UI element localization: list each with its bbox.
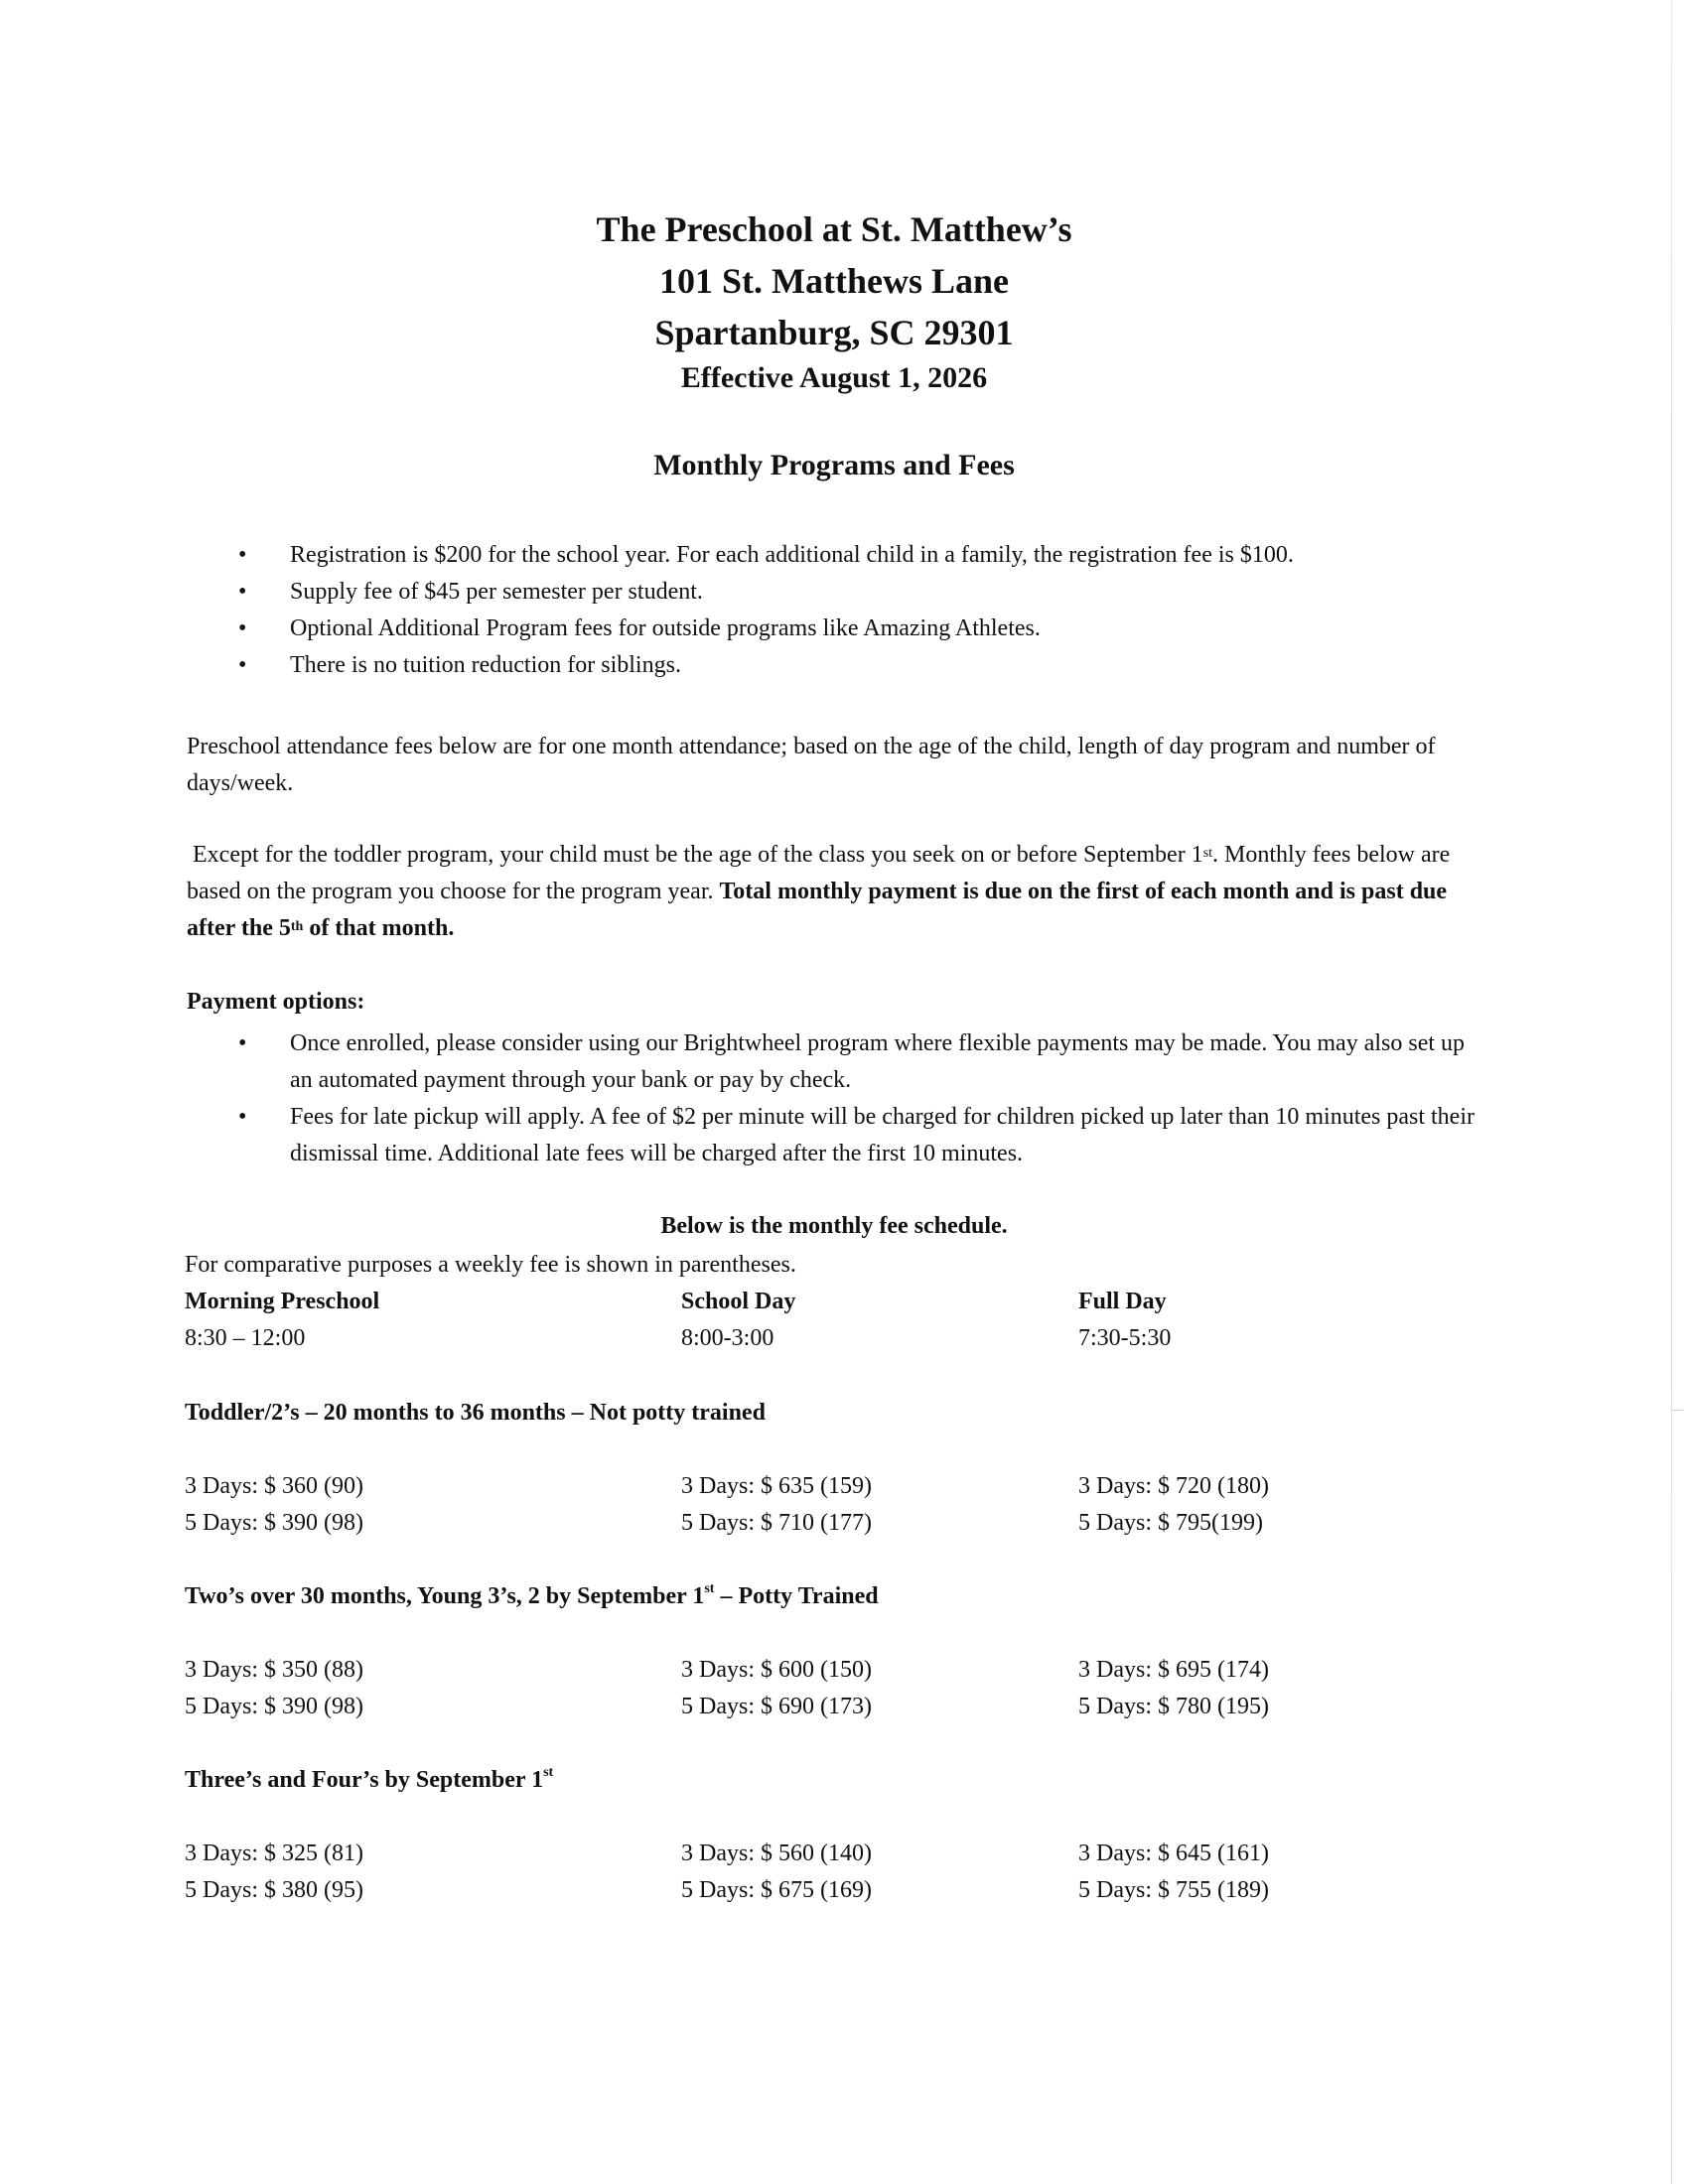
fee-cell: 3 Days: $ 695 (174)	[1078, 1657, 1269, 1683]
list-item: • Supply fee of $45 per semester per student.	[238, 574, 1489, 611]
fee-row	[185, 1510, 1575, 1547]
scan-edge	[1671, 0, 1672, 2184]
fee-cell: 5 Days: $ 690 (173)	[681, 1694, 872, 1719]
fee-cell: 5 Days: $ 710 (177)	[681, 1510, 872, 1536]
monthly-fee-text: Monthly fees below are based on the program you choose for the program year.	[187, 842, 1451, 904]
superscript: st	[543, 1765, 554, 1780]
fee-cell: 3 Days: $ 645 (161)	[1078, 1841, 1269, 1866]
attendance-paragraph: Preschool attendance fees below are for one month attendance; based on the age of the child, length of day program and number of days/week.	[187, 734, 1436, 796]
program-name: Morning Preschool	[185, 1289, 380, 1314]
fee-cell: 3 Days: $ 720 (180)	[1078, 1473, 1269, 1499]
street-address: 101 St. Matthews Lane	[659, 261, 1009, 301]
program-hours: 7:30-5:30	[1078, 1325, 1172, 1351]
fee-cell: 3 Days: $ 560 (140)	[681, 1841, 872, 1866]
fee-cell: 5 Days: $ 390 (98)	[185, 1694, 363, 1719]
age-group-text: Three’s and Four’s by September 1	[185, 1767, 544, 1793]
program-hours: 8:00-3:00	[681, 1325, 774, 1351]
list-item: • There is no tuition reduction for siblings.	[238, 647, 1489, 684]
city-state-zip: Spartanburg, SC 29301	[654, 313, 1014, 352]
section-title: Monthly Programs and Fees	[653, 449, 1015, 481]
program-hours: 8:30 – 12:00	[185, 1325, 306, 1351]
fee-row	[185, 1657, 1575, 1694]
fee-cell: 3 Days: $ 635 (159)	[681, 1473, 872, 1499]
program-name-row	[185, 1289, 1575, 1325]
age-group-text: Two’s over 30 months, Young 3’s, 2 by September 1	[185, 1583, 705, 1609]
program-hours-row	[185, 1325, 1575, 1362]
age-group-text-end: – Potty Trained	[714, 1583, 879, 1609]
age-group-title	[185, 1767, 553, 1794]
school-name: The Preschool at St. Matthew’s	[596, 209, 1072, 249]
age-text-end: .	[1212, 842, 1219, 868]
fee-row	[185, 1841, 1575, 1877]
fee-cell: 3 Days: $ 600 (150)	[681, 1657, 872, 1683]
age-text: Except for the toddler program, your child must be the age of the class you seek on or before September 1	[193, 842, 1203, 868]
fee-bullet-list	[238, 537, 1489, 684]
fee-cell: 3 Days: $ 325 (81)	[185, 1841, 363, 1866]
fee-cell: 5 Days: $ 390 (98)	[185, 1510, 363, 1536]
fee-cell: 5 Days: $ 780 (195)	[1078, 1694, 1269, 1719]
age-group-title: Toddler/2’s – 20 months to 36 months – Not potty trained	[185, 1400, 766, 1426]
age-group-title	[185, 1583, 879, 1610]
payment-due-text-end: of that month.	[303, 915, 455, 941]
fee-schedule-title: Below is the monthly fee schedule.	[660, 1213, 1008, 1239]
list-item: • Once enrolled, please consider using our Brightwheel program where flexible payments may be made. You may also set up an automated payment through your bank or pay by check.	[238, 1025, 1489, 1099]
fee-cell: 5 Days: $ 755 (189)	[1078, 1877, 1269, 1903]
effective-date: Effective August 1, 2026	[680, 361, 988, 394]
program-name: Full Day	[1078, 1289, 1167, 1314]
fee-row	[185, 1877, 1575, 1914]
fee-cell: 3 Days: $ 350 (88)	[185, 1657, 363, 1683]
fee-cell: 5 Days: $ 675 (169)	[681, 1877, 872, 1903]
fee-row	[185, 1694, 1575, 1730]
fee-cell: 3 Days: $ 360 (90)	[185, 1473, 363, 1499]
payment-due-text: Total monthly payment is due on the first of each month and is past due after the 5	[187, 879, 1448, 941]
fee-cell: 5 Days: $ 795(199)	[1078, 1510, 1263, 1536]
list-item: • Optional Additional Program fees for outside programs like Amazing Athletes.	[238, 611, 1489, 647]
superscript: th	[290, 919, 304, 934]
scan-mark	[1671, 1410, 1683, 1411]
list-item: • Fees for late pickup will apply. A fee of $2 per minute will be charged for children picked up later than 10 minutes past their dismissal time. Additional late fees will be charged after the first 10 minutes.	[238, 1099, 1489, 1172]
document-header	[0, 204, 1668, 398]
list-item: • Registration is $200 for the school year. For each additional child in a family, the registration fee is $100.	[238, 537, 1489, 574]
payment-options-list	[238, 1025, 1489, 1172]
fee-cell: 5 Days: $ 380 (95)	[185, 1877, 363, 1903]
fee-row	[185, 1473, 1575, 1510]
superscript: st	[1202, 846, 1213, 861]
age-requirement-paragraph	[187, 837, 1487, 947]
payment-options-title: Payment options:	[187, 989, 365, 1015]
fee-schedule-note: For comparative purposes a weekly fee is shown in parentheses.	[185, 1252, 796, 1278]
program-name: School Day	[681, 1289, 796, 1314]
superscript: st	[704, 1581, 715, 1596]
